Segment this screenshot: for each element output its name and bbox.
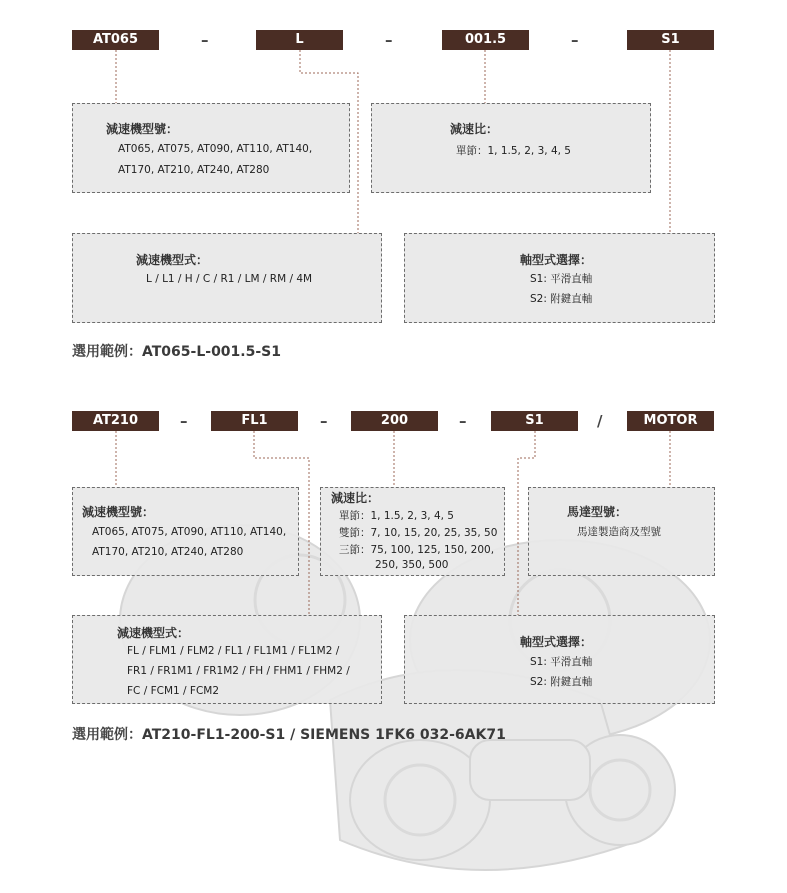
box-line: 雙節：7, 10, 15, 20, 25, 35, 50 — [339, 527, 498, 539]
box-line: S2: 附鍵直軸 — [530, 293, 593, 305]
box-line: FR1 / FR1M1 / FR1M2 / FH / FHM1 / FHM2 / — [127, 665, 350, 677]
example-label: 選用範例： — [72, 344, 142, 360]
box-line: 250, 350, 500 — [375, 559, 449, 571]
code-type: FL1 — [211, 411, 298, 431]
box-motor — [528, 487, 715, 576]
box-shaft — [404, 233, 715, 323]
code-shaft: S1 — [491, 411, 578, 431]
box-line: FL / FLM1 / FLM2 / FL1 / FL1M1 / FL1M2 / — [127, 645, 340, 657]
separator: – — [459, 412, 467, 430]
code-ratio: 200 — [351, 411, 438, 431]
example-2 — [72, 724, 506, 744]
code-model: AT210 — [72, 411, 159, 431]
example-1 — [72, 341, 281, 361]
box-title: 軸型式選擇： — [520, 635, 593, 649]
box-shaft — [404, 615, 715, 704]
separator: – — [385, 31, 393, 49]
separator: – — [320, 412, 328, 430]
box-line: 單節：1, 1.5, 2, 3, 4, 5 — [456, 145, 571, 157]
box-model-list — [72, 103, 350, 193]
code-type: L — [256, 30, 343, 50]
box-title: 減速比： — [450, 122, 499, 136]
code-motor: MOTOR — [627, 411, 714, 431]
example-value: AT065-L-001.5-S1 — [142, 344, 281, 360]
box-line: AT170, AT210, AT240, AT280 — [118, 164, 270, 176]
box-title: 減速機型號： — [106, 122, 179, 136]
box-ratio — [320, 487, 505, 576]
code-shaft: S1 — [627, 30, 714, 50]
separator: – — [571, 31, 579, 49]
box-line: AT065, AT075, AT090, AT110, AT140, — [92, 526, 287, 538]
box-title: 馬達型號： — [567, 505, 628, 519]
box-line: S2: 附鍵直軸 — [530, 676, 593, 688]
code-model: AT065 — [72, 30, 159, 50]
box-line: FC / FCM1 / FCM2 — [127, 685, 220, 697]
code-ratio: 001.5 — [442, 30, 529, 50]
box-title: 減速機型式： — [136, 253, 209, 267]
box-line: 單節：1, 1.5, 2, 3, 4, 5 — [339, 510, 454, 522]
box-type — [72, 615, 382, 704]
box-ratio — [371, 103, 651, 193]
separator: – — [201, 31, 209, 49]
box-line: 三節：75, 100, 125, 150, 200, — [339, 544, 495, 556]
box-model-list — [72, 487, 299, 576]
box-type — [72, 233, 382, 323]
box-line: AT065, AT075, AT090, AT110, AT140, — [118, 143, 313, 155]
box-line: 馬達製造商及型號 — [577, 526, 661, 538]
separator: – — [180, 412, 188, 430]
example-value: AT210-FL1-200-S1 / SIEMENS 1FK6 032-6AK71 — [142, 727, 506, 743]
box-title: 減速機型式： — [117, 626, 190, 640]
box-line: AT170, AT210, AT240, AT280 — [92, 546, 244, 558]
box-line: S1: 平滑直軸 — [530, 656, 593, 668]
box-title: 減速比： — [331, 491, 380, 505]
box-line: S1: 平滑直軸 — [530, 273, 593, 285]
example-label: 選用範例： — [72, 727, 142, 743]
box-line: L / L1 / H / C / R1 / LM / RM / 4M — [146, 273, 313, 285]
box-title: 減速機型號： — [82, 505, 155, 519]
separator-slash: / — [597, 412, 603, 430]
box-title: 軸型式選擇： — [520, 253, 593, 267]
